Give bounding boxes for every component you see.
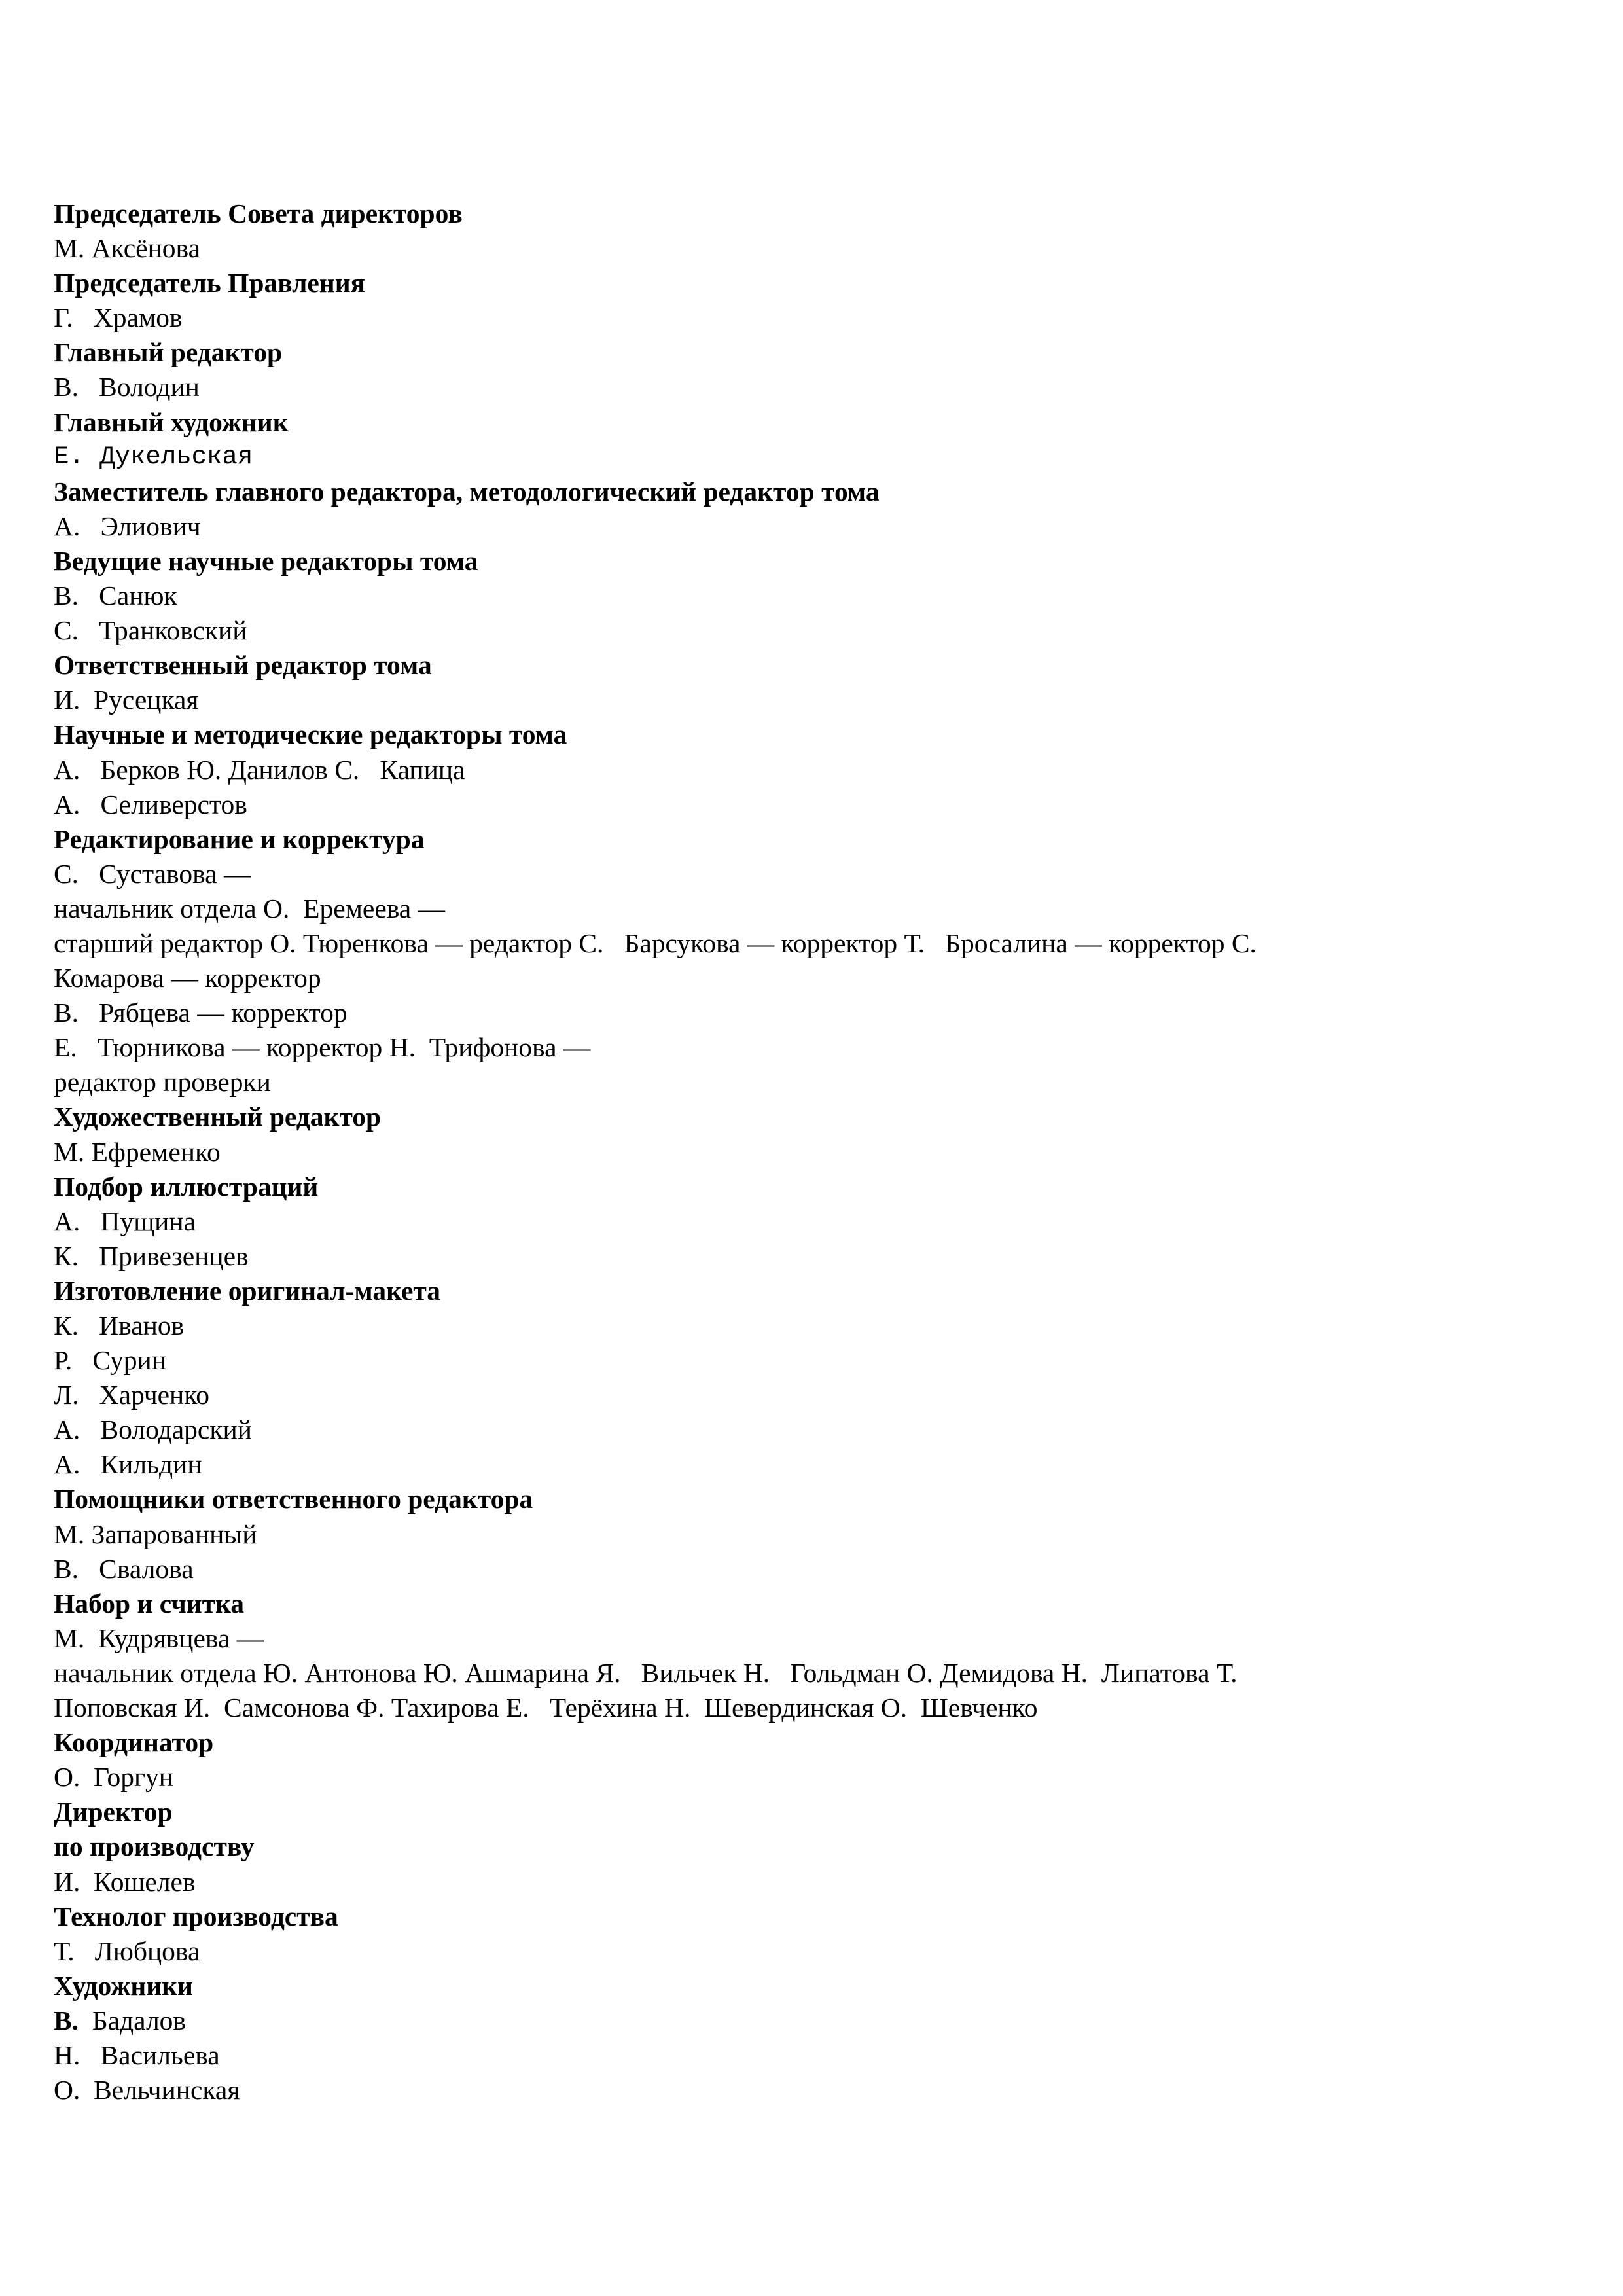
- deputy-editor-name: А. Элиович: [54, 511, 201, 541]
- responsible-editor-name: И. Русецкая: [54, 685, 199, 715]
- responsible-editor-title: Ответственный редактор тома: [54, 650, 432, 681]
- layout-title: Изготовление оригинал-макета: [54, 1275, 441, 1306]
- artists-line: О. Вельчинская: [54, 2075, 240, 2106]
- artists-line-initial: В.: [54, 2005, 79, 2036]
- chief-artist-title: Главный художник: [54, 406, 289, 437]
- editing-line: редактор проверки: [54, 1067, 271, 1098]
- layout-line: А. Кильдин: [54, 1449, 202, 1480]
- technologist-name: Т. Любцова: [54, 1935, 200, 1966]
- chairman-board-name: М. Аксёнова: [54, 233, 201, 264]
- scientific-editors-title: Научные и методические редакторы тома: [54, 719, 567, 750]
- editing-line: Е. Тюрникова — корректор Н. Трифонова —: [54, 1032, 591, 1063]
- artists-line: Н. Васильева: [54, 2039, 220, 2070]
- lead-editors-line: В. Санюк: [54, 581, 177, 611]
- layout-line: Л. Харченко: [54, 1380, 210, 1410]
- editing-line: Комарова — корректор: [54, 963, 321, 994]
- lead-editors-line: С. Транковский: [54, 615, 247, 646]
- artists-title: Художники: [54, 1970, 193, 2001]
- editing-line: начальник отдела О. Еремеева —: [54, 893, 446, 924]
- illustrations-line: К. Привезенцев: [54, 1240, 249, 1271]
- illustrations-title: Подбор иллюстраций: [54, 1171, 319, 1202]
- assistants-line: В. Свалова: [54, 1553, 194, 1584]
- scientific-editors-line: А. Селиверстов: [54, 789, 247, 819]
- typing-line: начальник отдела Ю. Антонова Ю. Ашмарина Я. Вильчек Н. Гольдман О. Демидова Н. Липатова Т.: [54, 1657, 1238, 1688]
- technologist-title: Технолог производства: [54, 1901, 338, 1931]
- typing-line: Поповская И. Самсонова Ф. Тахирова Е. Терёхина Н. Шевердинская О. Шевченко: [54, 1693, 1038, 1723]
- assistants-line: М. Запарованный: [54, 1518, 257, 1549]
- chief-editor-title: Главный редактор: [54, 337, 283, 368]
- deputy-editor-title: Заместитель главного редактора, методологический редактор тома: [54, 476, 880, 507]
- layout-line: К. Иванов: [54, 1310, 185, 1340]
- coordinator-title: Координатор: [54, 1727, 214, 1758]
- editing-line: старший редактор О. Тюренкова — редактор С. Барсукова — корректор Т. Бросалина — корректор С.: [54, 927, 1257, 958]
- artists-line: [54, 2003, 1572, 2038]
- assistants-title: Помощники ответственного редактора: [54, 1484, 533, 1515]
- layout-line: Р. Сурин: [54, 1345, 166, 1376]
- credits-page: [54, 196, 1572, 2108]
- editing-line: В. Рябцева — корректор: [54, 997, 348, 1028]
- chief-editor-name: В. Володин: [54, 372, 200, 403]
- layout-line: А. Володарский: [54, 1414, 252, 1445]
- scientific-editors-line: А. Берков Ю. Данилов С. Капица: [54, 754, 465, 785]
- chairman-management-title: Председатель Правления: [54, 268, 366, 298]
- editing-title: Редактирование и корректура: [54, 823, 425, 854]
- illustrations-line: А. Пущина: [54, 1206, 196, 1236]
- art-editor-name: М. Ефременко: [54, 1136, 221, 1167]
- lead-editors-title: Ведущие научные редакторы тома: [54, 545, 478, 576]
- editing-line: С. Суставова —: [54, 858, 251, 889]
- coordinator-name: О. Горгун: [54, 1762, 173, 1793]
- production-director-title: Директор: [54, 1797, 173, 1827]
- production-director-name: И. Кошелев: [54, 1866, 196, 1897]
- artists-line-name: Бадалов: [79, 2005, 187, 2036]
- typing-line: М. Кудрявцева —: [54, 1623, 264, 1653]
- typing-title: Набор и считка: [54, 1588, 245, 1619]
- chief-artist-name: Е. Дукельская: [54, 442, 253, 471]
- chairman-management-name: Г. Храмов: [54, 302, 183, 333]
- production-director-title: по производству: [54, 1831, 255, 1862]
- chairman-board-title: Председатель Совета директоров: [54, 198, 463, 228]
- art-editor-title: Художественный редактор: [54, 1102, 382, 1132]
